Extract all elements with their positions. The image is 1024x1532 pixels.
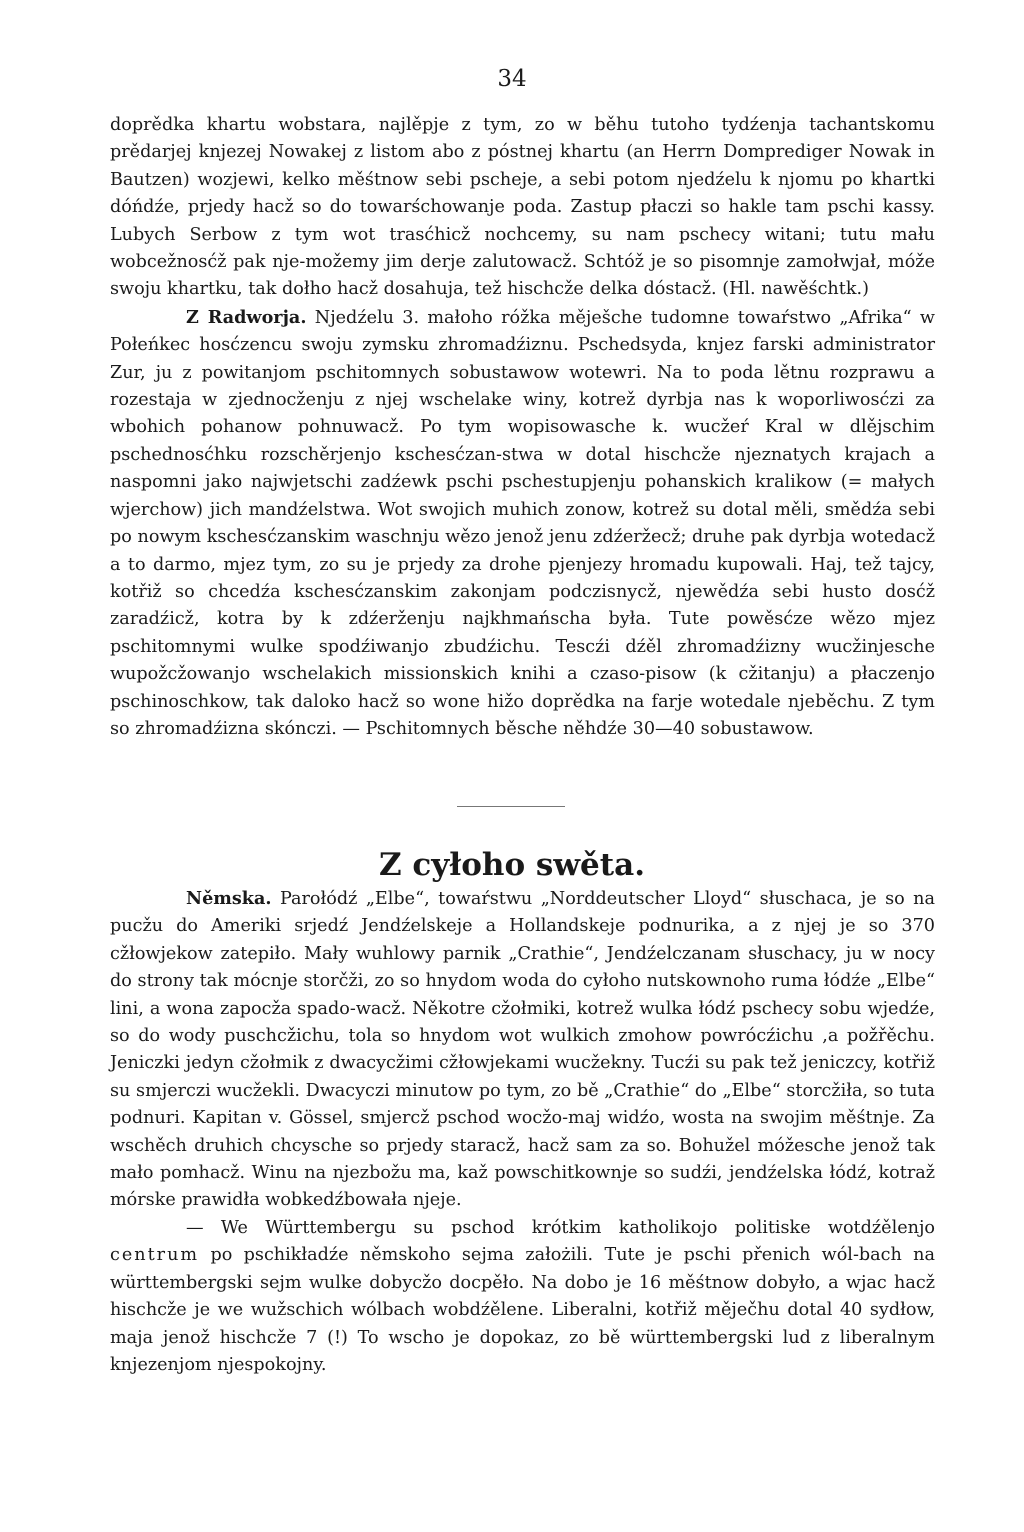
- paragraph-tickets: doprědka khartu wobstara, najlěpje z tym, zo w běhu tutoho tydźenja tachantskomu prědarjej knjezej Nowakej z listom abo z póstnej khartu (an Herrn Domprediger Nowak in Bautzen) wozjewi, kelko měśtnow sebi pscheje, a sebi potom njedźelu k njomu po khartki dóńdźe, prjedy hacž so do towarśchowanje poda. Zastup płaczi so hakle tam pschi kassy. Lubych Serbow z tym wot trasćhicž nochcemy, su nam pschecy witani; tutu mału wobcežnosćž pak nje-možemy jim derje zalutowacž. Schtóž je so pisomnje zamołwjał, móže swoju khartku, tak dołho hacž dosahuja, tež hischcže delka dóstacž. (Hl. nawěśchtk.): [110, 115, 935, 300]
- article-nemska: [110, 885, 935, 1379]
- paragraph-radwor-text: Njedźelu 3. małoho róžka měješche tudomne towaŕstwo „Afrika“ w Połeńkec hosćzencu swoju zymsku zhromadźiznu. Pschedsyda, knjez farski administrator Zur, ju z powitanjom pschitomnych sobustawow wotewri. Na to poda lětnu rozprawu a rozestaja w zjednocženju z njej wschelake winy, kotrež dyrbja nas k woporliwosćzi za wbohich pohanow pohnuwacž. Po tym wopisowasche k. wucžeŕ Kral w dlějschim pschednosćhku rozschěrjenjo kschesćzan-stwa w dotal hischcže njeznatych krajach a naspomni jako najwjetschi zadźewk pschi pschestupjenju pohanskich kralikow (= małych wjerchow) jich mandźelstwa. Wot swojich muhich zonow, kotrež su dotal měli, smědźa sebi po nowym kschesćzanskim waschnju wězo jenož jenu zdźeržecž; druhe pak dyrbja wotedacž a to darmo, mjez tym, zo su je prjedy za drohe pjenjezy hromadu kupowali. Haj, tež tajcy, kotřiž so chcedźa kschesćzanskim zakonjam podczisnycž, njewědźa sebi husto dosćž zaradźicž, kotra by k zdźerženju najkhmańscha była. Tute powěsćze wězo mjez pschitomnymi wulke spodźiwanjo zbudźichu. Tescźi dźěl zhromadźizny wucžinjesche wupožcžowanjo wschelakich missionskich knihi a czaso-pisow (k cžitanju) a płaczenjo pschinoschkow, tak daloko hacž so wone hižo doprědka na farje wotedale njeběchu. Z tym so zhromadźizna skónczi. — Pschitomnych běsche něhdźe 30—40 sobustawow.: [110, 307, 935, 739]
- paragraph-elbe: [110, 885, 935, 1215]
- runin-heading-radwor: Z Radworja.: [186, 306, 307, 328]
- article-radwor: [110, 112, 935, 743]
- runin-heading-nemska: Němska.: [186, 888, 272, 909]
- section-divider: [457, 806, 565, 807]
- paragraph-elbe-text: Parołódź „Elbe“, towaŕstwu „Norddeutscher Lloyd“ słuschaca, je so na pucžu do Ameriki srjedź Jendźelskeje a Hollandskeje podnurika, a z njej je so 370 cžłowjekow zatepiło. Mały wuhlowy parnik „Crathie“, Jendźelczanam słuschacy, ju w nocy do strony tak mócnje storčži, zo so hnydom woda do cyłoho nutskownoho ruma łódźe „Elbe“ lini, a wona zapocža spado-wacž. Někotre cžołmiki, kotrež wulka łódź pschecy sobu wjedźe, so do wody puschcžichu, tola so hnydom wot wulkich zmohow powrócźichu ,a požřěchu. Jeniczki jedyn cžołmik z dwacycžimi cžłowjekami wucžekny. Tucźi su pak tež jeniczcy, kotřiž su smjerczi wucžekli. Dwacyczi minutow po tym, zo bě „Crathie“ do „Elbe“ storcžiła, so tuta podnuri. Kapitan v. Gössel, smjercž pschod wocžo-maj widźo, wosta na swojim měśtnje. Za wschěch druhich chcysche so prjedy staracž, hacž sam za so. Bohužel móžesche jenož tak mało pomhacž. Winu na njezbožu ma, kaž powschitkownje so sudźi, jendźelska łódź, kotraž mórske prawidła wobkedźbowała njeje.: [110, 889, 936, 1211]
- spaced-word-centrum: centrum: [110, 1245, 200, 1266]
- paragraph-wurttemberg: [110, 1215, 935, 1379]
- paragraph-wurttemberg-lead: — We Württembergu su pschod krótkim katholikojo politiske wotdźělenjo: [186, 1217, 935, 1238]
- page-number: 34: [497, 66, 527, 92]
- section-heading: Z cyłoho swěta.: [379, 847, 645, 883]
- paragraph-radwor: [110, 304, 935, 744]
- paragraph-wurttemberg-text: po pschikładźe němskoho sejma założili. Tute je pschi přenich wól-bach na württembergski sejm wulke dobycžo docpěło. Na dobo je 16 měśtnow dobyło, a wjac hacž hischcže je we wužschich wólbach wobdźělene. Liberalni, kotřiž měječhu dotal 40 sydłow, maja jenož hischcže 7 (!) To wscho je dopokaz, zo bě württembergski lud z liberalnym knjezenjom njespokojny.: [110, 1245, 935, 1375]
